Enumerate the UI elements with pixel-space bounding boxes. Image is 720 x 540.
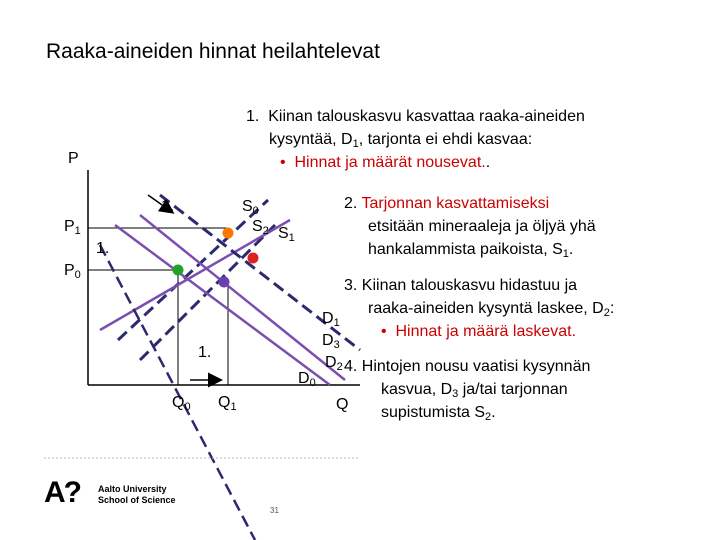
slide-title: Raaka-aineiden hinnat heilahtelevat: [46, 40, 380, 63]
quantity-axis-label: Q: [336, 396, 349, 413]
d0-label: $D_0$: [298, 370, 316, 389]
s0-label: $S_0$: [242, 198, 259, 217]
logo-line1: Aalto University: [98, 484, 167, 494]
point-1-line1: 1. Kiinan talouskasvu kasvattaa raaka-aineiden: [246, 108, 585, 125]
demand-curve-d2: [140, 215, 345, 380]
d2-label: $D_2$: [325, 354, 343, 373]
page-number: 31: [270, 506, 279, 515]
s1-label: $S_1$: [278, 225, 295, 244]
equilibrium-point-purple: [219, 277, 230, 288]
aalto-logo: [44, 476, 80, 510]
aalto-logo-text: [98, 484, 176, 506]
p1-label: $P_1$: [64, 218, 81, 237]
q1-label: $Q_1$: [218, 394, 237, 413]
point-3-line1: 3. Kiinan talouskasvu hidastuu ja: [344, 277, 578, 294]
point-2-line1: 2. Tarjonnan kasvattamiseksi: [344, 195, 550, 212]
point-2-line2: etsitään mineraaleja ja öljyä yhä: [368, 218, 596, 235]
point-4-line3: supistumista $S_2$.: [381, 404, 496, 423]
equilibrium-point-green: [173, 265, 184, 276]
point-4-line2: kasvua, $D_3$ ja/tai tarjonnan: [381, 381, 568, 400]
point-3-line2: raaka-aineiden kysyntä laskee, $D_2$:: [368, 300, 615, 319]
point-3-sub: • Hinnat ja määrä laskevat.: [381, 323, 577, 340]
s2-label: $S_2$: [252, 218, 269, 237]
aalto-logo-mark: A?: [44, 476, 80, 509]
equilibrium-point-orange: [223, 228, 234, 239]
price-axis-label: P: [68, 150, 79, 167]
point-2-line3: hankalammista paikoista, $S_1$.: [368, 241, 574, 260]
step-marker-left: 1.: [96, 240, 110, 257]
step-marker-top: 1.: [161, 198, 175, 215]
point-1-sub: • Hinnat ja määrät nousevat..: [280, 154, 491, 171]
point-4-line1: 4. Hintojen nousu vaatisi kysynnän: [344, 358, 591, 375]
logo-line2: School of Science: [98, 495, 176, 505]
equilibrium-point-red: [248, 253, 259, 264]
q0-label: $Q_0$: [172, 394, 191, 413]
step-marker-bottom: 1.: [198, 344, 212, 361]
d1-label: $D_1$: [322, 310, 340, 329]
point-1-line2: kysyntää, $D_1$, tarjonta ei ehdi kasvaa:: [269, 131, 533, 150]
d3-label: $D_3$: [322, 332, 340, 351]
p0-label: $P_0$: [64, 262, 81, 281]
demand-curve-d0: [115, 225, 330, 385]
